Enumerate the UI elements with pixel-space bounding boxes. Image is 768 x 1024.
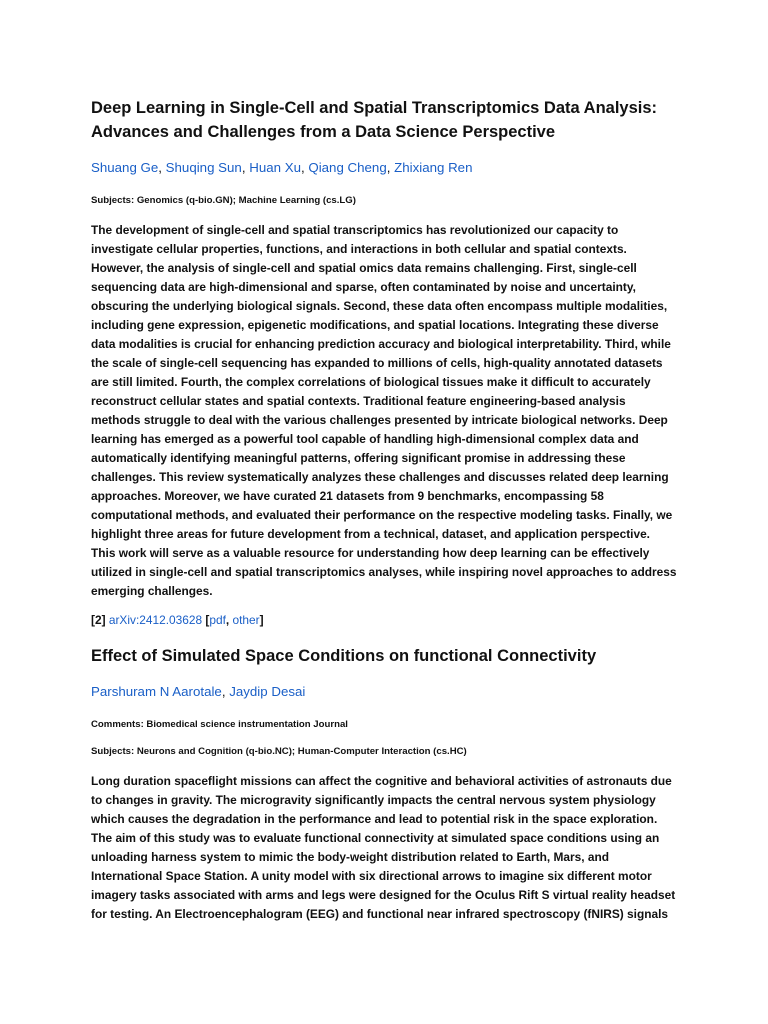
abstract-text: The development of single-cell and spatial transcriptomics has revolutionized our capacity to investigate cellular properties, functions, and interactions in both cellular and spatial contexts. However, the analysis of single-cell and spatial omics data remains challenging. First, single-cell sequencing data are high-dimensional and sparse, often contaminated by noise and uncertainty, obscuring the underlying biological signals. Second, these data often encompass multiple modalities, including gene expression, epigenetic modifications, and spatial locations. Integrating these diverse data modalities is crucial for enhancing prediction accuracy and biological interpretability. Third, while the scale of single-cell sequencing has expanded to millions of cells, high-quality annotated datasets are still limited. Fourth, the complex correlations of biological tissues make it difficult to accurately reconstruct cellular states and spatial contexts. Traditional feature engineering-based analysis methods struggle to deal with the various challenges presented by intricate biological networks. Deep learning has emerged as a powerful tool capable of handling high-dimensional complex data and automatically identifying meaningful patterns, offering significant promise in addressing these challenges. This review systematically analyzes these challenges and discusses related deep learning approaches. Moreover, we have curated 21 datasets from 9 benchmarks, encompassing 58 computational methods, and evaluated their performance on the respective modeling tasks. Finally, we highlight three areas for future development from a technical, dataset, and application perspective. This work will serve as a valuable resource for understanding how deep learning can be effectively utilized in single-cell and spatial transcriptomics analyses, while inspiring novel approaches to address emerging challenges. [91,223,677,598]
author-link[interactable]: Zhixiang Ren [394,160,473,175]
author-list [91,683,681,701]
author-link[interactable]: Parshuram N Aarotale [91,684,222,699]
paper-links-line [91,611,681,629]
paper-entry-1 [91,96,681,601]
paper-entry-2 [91,644,681,924]
paper-title: Effect of Simulated Space Conditions on functional Connectivity [91,647,597,665]
author-link[interactable]: Shuang Ge [91,160,159,175]
link-bracket-open: [ [205,613,210,627]
author-separator: , [241,160,250,175]
author-separator: , [386,160,395,175]
subjects-line: Subjects: Genomics (q-bio.GN); Machine Learning (cs.LG) [91,195,356,206]
arxiv-id-link[interactable]: arXiv:2412.03628 [108,613,203,627]
abstract-text: Long duration spaceflight missions can affect the cognitive and behavioral activities of astronauts due to changes in gravity. The microgravity significantly impacts the central nervous system physiology which causes the degradation in the performance and lead to potential risk in the space exploration. The aim of this study was to evaluate functional connectivity at simulated space conditions using an unloading harness system to mimic the body-weight distribution related to Earth, Mars, and International Space Station. A unity model with six directional arrows to imagine six different motor imagery tasks associated with arms and legs were designed for the Oculus Rift S virtual reality headset for testing. An Electroencephalogram (EEG) and functional near infrared spectroscopy (fNIRS) signals [91,774,676,921]
link-comma: , [225,613,230,627]
subjects-line: Subjects: Neurons and Cognition (q-bio.NC); Human-Computer Interaction (cs.HC) [91,746,467,757]
link-bracket-close: ] [259,613,264,627]
author-separator: , [221,684,230,699]
author-separator: , [300,160,309,175]
author-list [91,159,681,177]
other-formats-link[interactable]: other [232,613,260,627]
paper-title: Deep Learning in Single-Cell and Spatial Transcriptomics Data Analysis: Advances and Challenges from a Data Science Perspective [91,99,658,141]
author-link[interactable]: Shuqing Sun [165,160,242,175]
author-link[interactable]: Jaydip Desai [229,684,306,699]
comments-line: Comments: Biomedical science instrumentation Journal [91,719,348,730]
entry-index: [2] [91,613,106,627]
author-separator: , [158,160,166,175]
author-link[interactable]: Huan Xu [249,160,301,175]
author-link[interactable]: Qiang Cheng [308,160,387,175]
listing-content [91,96,681,934]
pdf-link[interactable]: pdf [209,613,226,627]
